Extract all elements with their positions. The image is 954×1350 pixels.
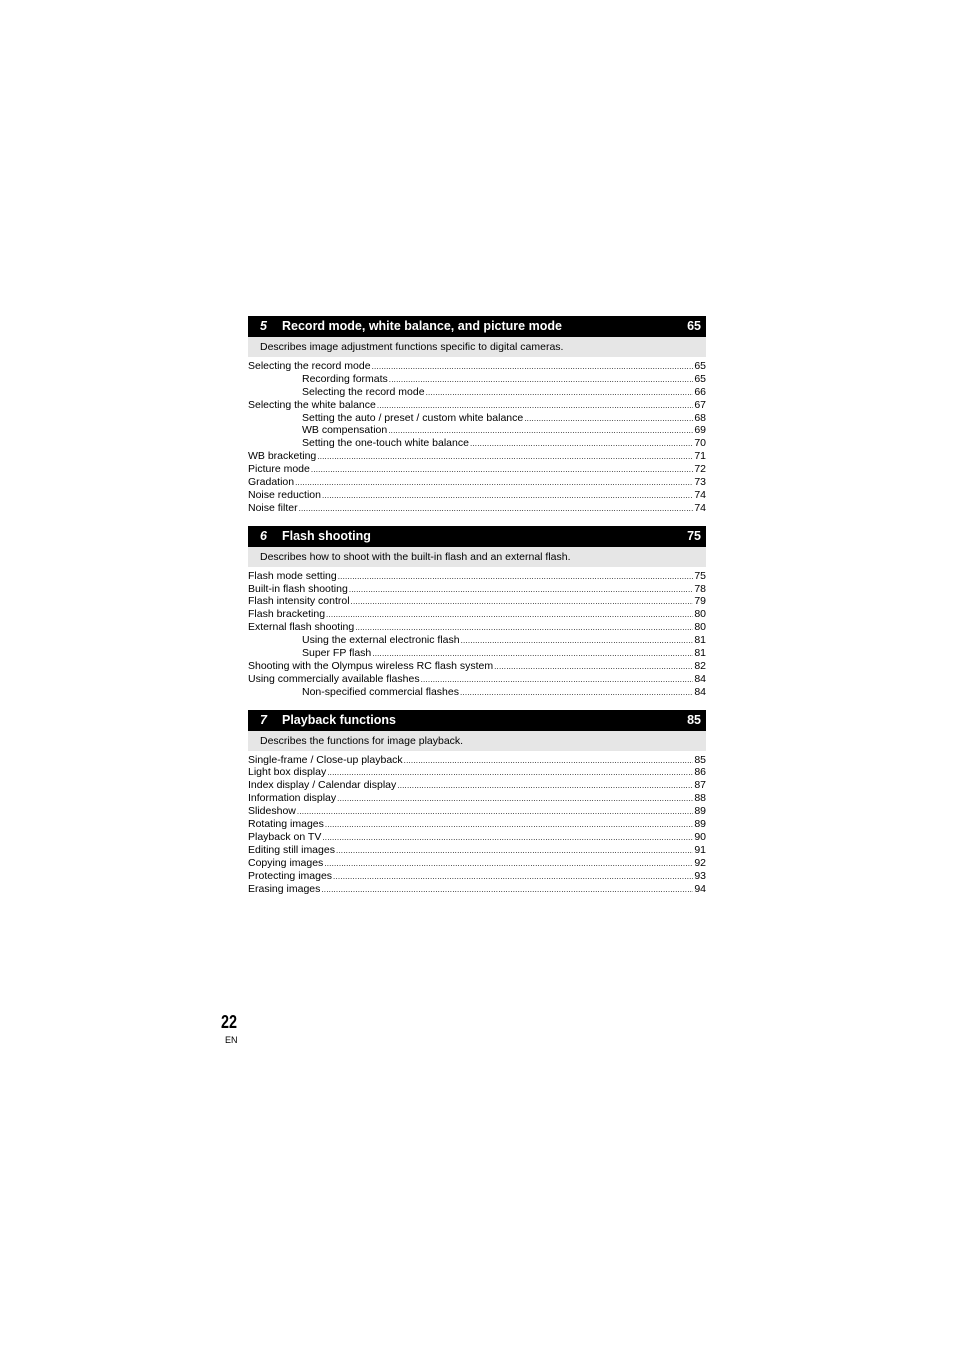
entry-list — [248, 567, 706, 699]
toc-entry[interactable] — [248, 870, 706, 883]
toc-entry[interactable] — [248, 437, 706, 450]
table-of-contents — [248, 316, 706, 895]
toc-entry[interactable] — [248, 463, 706, 476]
section-header[interactable] — [248, 710, 706, 731]
entry-label: Single-frame / Close-up playback — [248, 753, 403, 766]
toc-entry[interactable] — [248, 570, 706, 583]
entry-list — [248, 751, 706, 896]
entry-label: Selecting the record mode — [248, 360, 371, 372]
dot-leader — [299, 503, 694, 516]
toc-entry[interactable] — [248, 754, 706, 767]
entry-page: 72 — [694, 463, 706, 476]
entry-label: Setting the auto / preset / custom white balance — [302, 411, 524, 424]
dot-leader — [333, 871, 693, 884]
section-gap — [248, 515, 706, 526]
entry-page: 74 — [694, 501, 706, 514]
entry-label: External flash shooting — [248, 621, 355, 634]
toc-entry[interactable] — [248, 412, 706, 425]
entry-page: 65 — [694, 360, 706, 372]
dot-leader — [404, 755, 694, 768]
dot-leader — [326, 609, 693, 622]
language-code: EN — [225, 1035, 238, 1045]
dot-leader — [336, 845, 693, 858]
entry-page: 92 — [694, 856, 706, 869]
entry-page: 73 — [694, 476, 706, 489]
entry-label: Selecting the record mode — [302, 385, 425, 398]
toc-entry[interactable] — [248, 386, 706, 399]
entry-label: Rotating images — [248, 818, 324, 831]
entry-label: Information display — [248, 792, 337, 805]
entry-label: Selecting the white balance — [248, 398, 376, 411]
toc-entry[interactable] — [248, 831, 706, 844]
entry-label: Copying images — [248, 856, 324, 869]
entry-label: Gradation — [248, 476, 295, 489]
section-gap — [248, 699, 706, 710]
toc-entry[interactable] — [248, 673, 706, 686]
entry-label: Slideshow — [248, 805, 296, 818]
toc-entry[interactable] — [248, 373, 706, 386]
toc-entry[interactable] — [248, 805, 706, 818]
dot-leader — [461, 635, 694, 648]
toc-entry[interactable] — [248, 766, 706, 779]
entry-page: 91 — [694, 843, 706, 856]
section-description: Describes how to shoot with the built-in flash and an external flash. — [248, 547, 706, 567]
entry-page: 78 — [694, 582, 706, 595]
dot-leader — [311, 464, 693, 477]
entry-label: Playback on TV — [248, 830, 322, 843]
section-header[interactable] — [248, 316, 706, 337]
toc-entry[interactable] — [248, 450, 706, 463]
section-title: Flash shooting — [282, 528, 371, 543]
section-page: 85 — [687, 712, 701, 727]
entry-page: 65 — [694, 372, 706, 385]
entry-label: Super FP flash — [302, 647, 372, 660]
dot-leader — [397, 780, 693, 793]
section-number: 7 — [260, 712, 267, 727]
toc-entry[interactable] — [248, 779, 706, 792]
toc-entry[interactable] — [248, 686, 706, 699]
dot-leader — [494, 661, 693, 674]
entry-page: 80 — [694, 608, 706, 621]
toc-entry[interactable] — [248, 583, 706, 596]
entry-label: Using commercially available flashes — [248, 672, 420, 685]
dot-leader — [524, 413, 693, 426]
dot-leader — [338, 571, 694, 584]
toc-entry[interactable] — [248, 634, 706, 647]
page-number: 22 — [221, 1012, 238, 1032]
section-title: Record mode, white balance, and picture mode — [282, 319, 562, 333]
entry-page: 69 — [694, 424, 706, 437]
dot-leader — [337, 793, 693, 806]
section-title: Playback functions — [282, 712, 396, 727]
section-number: 5 — [260, 319, 267, 333]
entry-label: Erasing images — [248, 882, 321, 895]
dot-leader — [295, 477, 693, 490]
section-description: Describes image adjustment functions specific to digital cameras. — [248, 337, 706, 357]
dot-leader — [322, 490, 693, 503]
entry-page: 94 — [694, 882, 706, 895]
toc-entry[interactable] — [248, 818, 706, 831]
toc-entry[interactable] — [248, 844, 706, 857]
entry-label: Noise filter — [248, 501, 298, 514]
section-page: 65 — [687, 319, 701, 333]
entry-label: Flash intensity control — [248, 595, 350, 608]
entry-label: Using the external electronic flash — [302, 634, 460, 647]
dot-leader — [349, 584, 694, 597]
toc-entry[interactable] — [248, 502, 706, 515]
entry-label: Editing still images — [248, 843, 335, 856]
entry-label: Light box display — [248, 766, 327, 779]
entry-page: 67 — [694, 398, 706, 411]
toc-entry[interactable] — [248, 621, 706, 634]
toc-entry[interactable] — [248, 360, 706, 373]
entry-label: Flash bracketing — [248, 608, 326, 621]
entry-page: 68 — [694, 411, 706, 424]
entry-page: 84 — [694, 685, 706, 698]
toc-entry[interactable] — [248, 792, 706, 805]
entry-label: Recording formats — [302, 372, 388, 385]
toc-entry[interactable] — [248, 883, 706, 896]
entry-list — [248, 357, 706, 515]
dot-leader — [351, 596, 694, 609]
dot-leader — [322, 832, 693, 845]
dot-leader — [389, 374, 694, 387]
section-page: 75 — [687, 528, 701, 543]
entry-page: 93 — [694, 869, 706, 882]
toc-entry[interactable] — [248, 424, 706, 437]
dot-leader — [470, 438, 693, 451]
toc-entry[interactable] — [248, 608, 706, 621]
toc-entry[interactable] — [248, 399, 706, 412]
entry-label: Setting the one-touch white balance — [302, 437, 469, 450]
entry-label: Non-specified commercial flashes — [302, 685, 459, 698]
dot-leader — [460, 687, 693, 700]
entry-page: 74 — [694, 488, 706, 501]
entry-page: 66 — [694, 385, 706, 398]
entry-page: 82 — [694, 659, 706, 672]
section-number: 6 — [260, 528, 267, 543]
entry-page: 90 — [694, 830, 706, 843]
toc-section-6 — [248, 526, 706, 699]
entry-label: WB compensation — [302, 424, 388, 437]
entry-page: 85 — [694, 753, 706, 766]
dot-leader — [372, 361, 694, 374]
entry-label: Index display / Calendar display — [248, 779, 397, 792]
dot-leader — [325, 819, 693, 832]
entry-page: 89 — [694, 805, 706, 818]
entry-page: 87 — [694, 779, 706, 792]
toc-entry[interactable] — [248, 647, 706, 660]
entry-page: 75 — [694, 569, 706, 582]
entry-page: 84 — [694, 672, 706, 685]
toc-entry[interactable] — [248, 660, 706, 673]
dot-leader — [324, 858, 693, 871]
section-header[interactable] — [248, 526, 706, 547]
section-description: Describes the functions for image playback. — [248, 731, 706, 751]
toc-entry[interactable] — [248, 476, 706, 489]
dot-leader — [297, 806, 693, 819]
dot-leader — [426, 387, 694, 400]
toc-section-7 — [248, 710, 706, 896]
entry-label: Picture mode — [248, 463, 310, 476]
entry-label: Flash mode setting — [248, 569, 337, 582]
entry-page: 89 — [694, 818, 706, 831]
entry-label: Protecting images — [248, 869, 333, 882]
entry-label: Noise reduction — [248, 488, 321, 501]
entry-label: WB bracketing — [248, 450, 317, 463]
entry-page: 86 — [694, 766, 706, 779]
entry-page: 81 — [694, 647, 706, 660]
toc-entry[interactable] — [248, 595, 706, 608]
dot-leader — [321, 884, 693, 897]
entry-page: 88 — [694, 792, 706, 805]
dot-leader — [317, 451, 693, 464]
entry-page: 81 — [694, 634, 706, 647]
entry-label: Built-in flash shooting — [248, 582, 348, 595]
entry-label: Shooting with the Olympus wireless RC flash system — [248, 659, 494, 672]
entry-page: 79 — [694, 595, 706, 608]
toc-entry[interactable] — [248, 489, 706, 502]
entry-page: 70 — [694, 437, 706, 450]
entry-page: 71 — [694, 450, 706, 463]
dot-leader — [421, 674, 694, 687]
toc-entry[interactable] — [248, 857, 706, 870]
toc-section-5 — [248, 316, 706, 515]
entry-page: 80 — [694, 621, 706, 634]
